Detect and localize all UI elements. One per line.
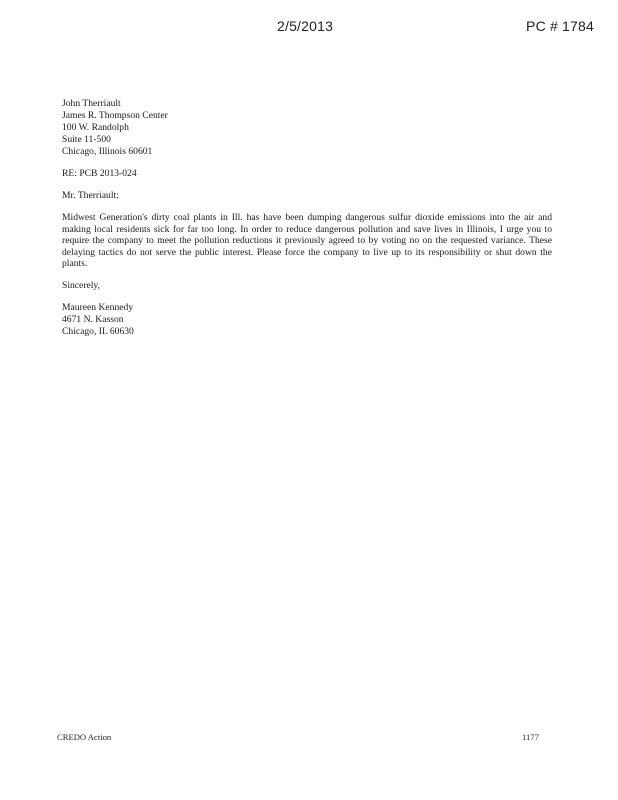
recipient-org: James R. Thompson Center bbox=[62, 110, 168, 121]
recipient-city: Chicago, Illinois 60601 bbox=[62, 146, 153, 157]
sender-name: Maureen Kennedy bbox=[62, 301, 134, 313]
recipient-name: John Therriault bbox=[62, 98, 121, 109]
recipient-address bbox=[62, 98, 552, 158]
filing-date-stamp: 2/5/2013 bbox=[277, 18, 334, 34]
letter-body: Midwest Generation's dirty coal plants in Ill. has have been dumping dangerous sulfur dioxide emissions into the air and making local residents sick for far too long. In order to reduce dangerous pollution and save lives in Illinois, I urge you to require the company to meet the pollution reductions it previously agreed to by voting no on the requested variance. These delaying tactics do not serve the public interest. Please force the company to live up to its responsibility or shut down the plants. bbox=[62, 212, 552, 269]
recipient-suite: Suite 11-500 bbox=[62, 134, 111, 145]
sender-street: 4671 N. Kasson bbox=[62, 313, 124, 325]
letter bbox=[62, 98, 552, 338]
sender-address bbox=[62, 302, 552, 338]
footer-page-number: 1177 bbox=[522, 732, 539, 742]
recipient-street: 100 W. Randolph bbox=[62, 122, 129, 133]
sender-city: Chicago, IL 60630 bbox=[62, 325, 134, 337]
salutation: Mr. Therriault: bbox=[62, 190, 119, 201]
footer-organization: CREDO Action bbox=[57, 732, 112, 742]
pc-number-stamp: PC # 1784 bbox=[526, 18, 594, 34]
closing: Sincerely, bbox=[62, 279, 101, 291]
re-line: RE: PCB 2013-024 bbox=[62, 168, 137, 179]
